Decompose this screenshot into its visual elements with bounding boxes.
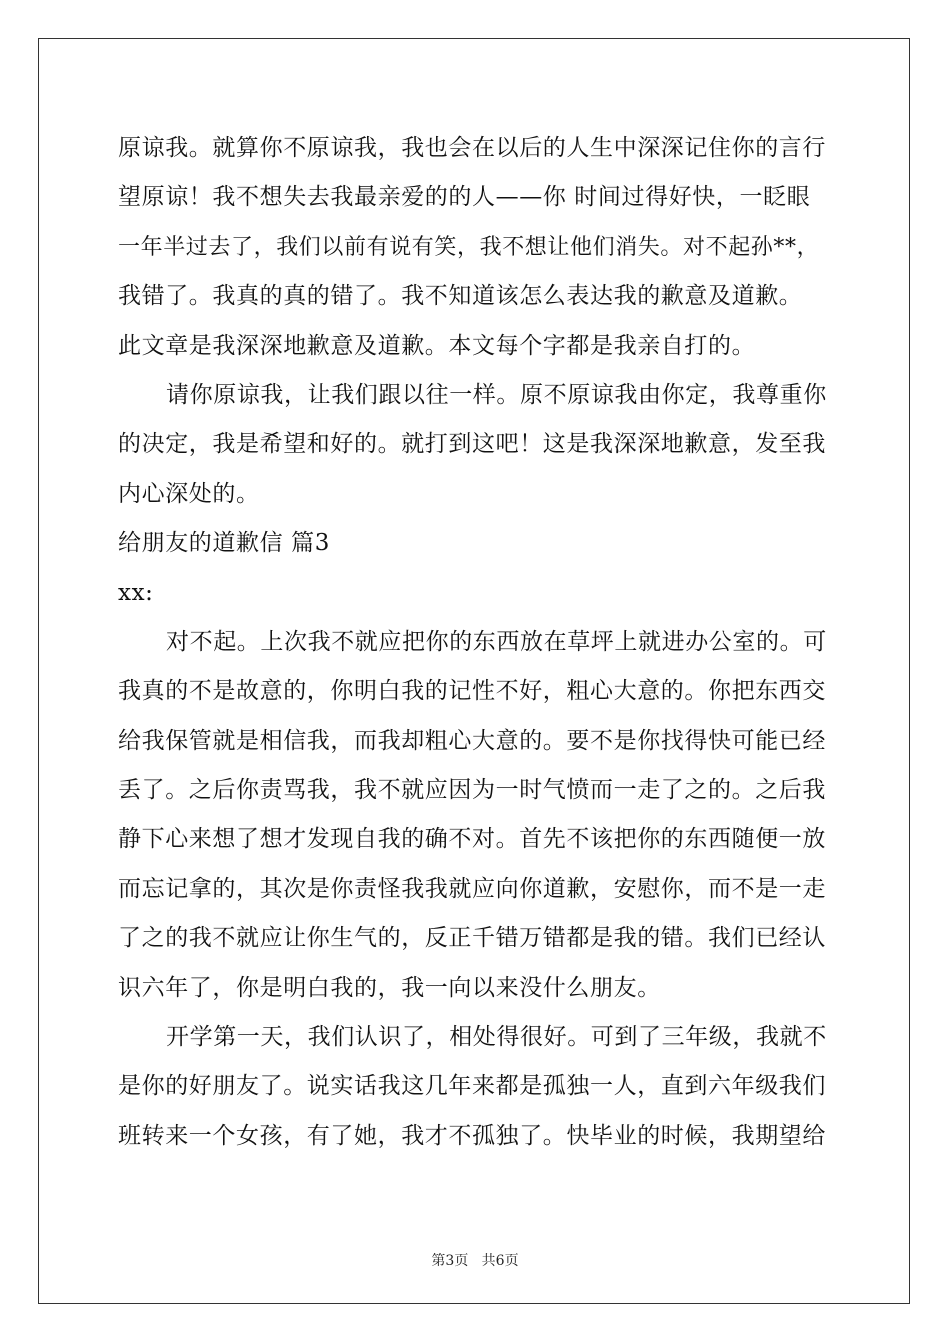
text-line-7: 的决定，我是希望和好的。就打到这吧！这是我深深地歉意，发至我 xyxy=(118,431,826,458)
text-line-12: 我真的不是故意的，你明白我的记性不好，粗心大意的。你把东西交 xyxy=(118,678,826,705)
text-line-13: 给我保管就是相信我，而我却粗心大意的。要不是你找得快可能已经 xyxy=(118,727,826,754)
text-line-21: 班转来一个女孩，有了她，我才不孤独了。快毕业的时候，我期望给 xyxy=(118,1122,826,1149)
text-line-4: 我错了。我真的真的错了。我不知道该怎么表达我的歉意及道歉。 xyxy=(118,283,803,310)
text-line-15: 静下心来想了想才发现自我的确不对。首先不该把你的东西随便一放 xyxy=(118,826,826,853)
text-line-19: 开学第一天，我们认识了，相处得很好。可到了三年级，我就不 xyxy=(166,1024,827,1051)
text-line-18: 识六年了，你是明白我的，我一向以来没什么朋友。 xyxy=(118,974,661,1001)
text-line-1: 原谅我。就算你不原谅我，我也会在以后的人生中深深记住你的言行 xyxy=(118,135,826,161)
document-body xyxy=(118,124,834,1161)
text-line-17: 了之的我不就应让你生气的，反正千错万错都是我的错。我们已经认 xyxy=(118,925,826,952)
section-heading: 给朋友的道歉信 篇3 xyxy=(118,530,330,557)
salutation: xx: xyxy=(118,579,154,606)
text-line-11: 对不起。上次我不就应把你的东西放在草坪上就进办公室的。可 xyxy=(166,628,827,655)
text-line-20: 是你的好朋友了。说实话我这几年来都是孤独一人，直到六年级我们 xyxy=(118,1073,826,1100)
text-line-2: 望原谅！我不想失去我最亲爱的的人——你 时间过得好快，一眨眼 xyxy=(118,184,811,211)
text-line-3: 一年半过去了，我们以前有说有笑，我不想让他们消失。对不起孙**， xyxy=(118,234,820,260)
text-line-16: 而忘记拿的，其次是你责怪我我就应向你道歉，安慰你，而不是一走 xyxy=(118,875,826,902)
text-line-5: 此文章是我深深地歉意及道歉。本文每个字都是我亲自打的。 xyxy=(118,332,756,359)
text-line-8: 内心深处的。 xyxy=(118,480,260,507)
page-number-footer: 第3页 共6页 xyxy=(431,1253,519,1269)
text-line-6: 请你原谅我，让我们跟以往一样。原不原谅我由你定，我尊重你 xyxy=(166,381,827,408)
text-line-14: 丢了。之后你责骂我，我不就应因为一时气愤而一走了之的。之后我 xyxy=(118,777,826,804)
